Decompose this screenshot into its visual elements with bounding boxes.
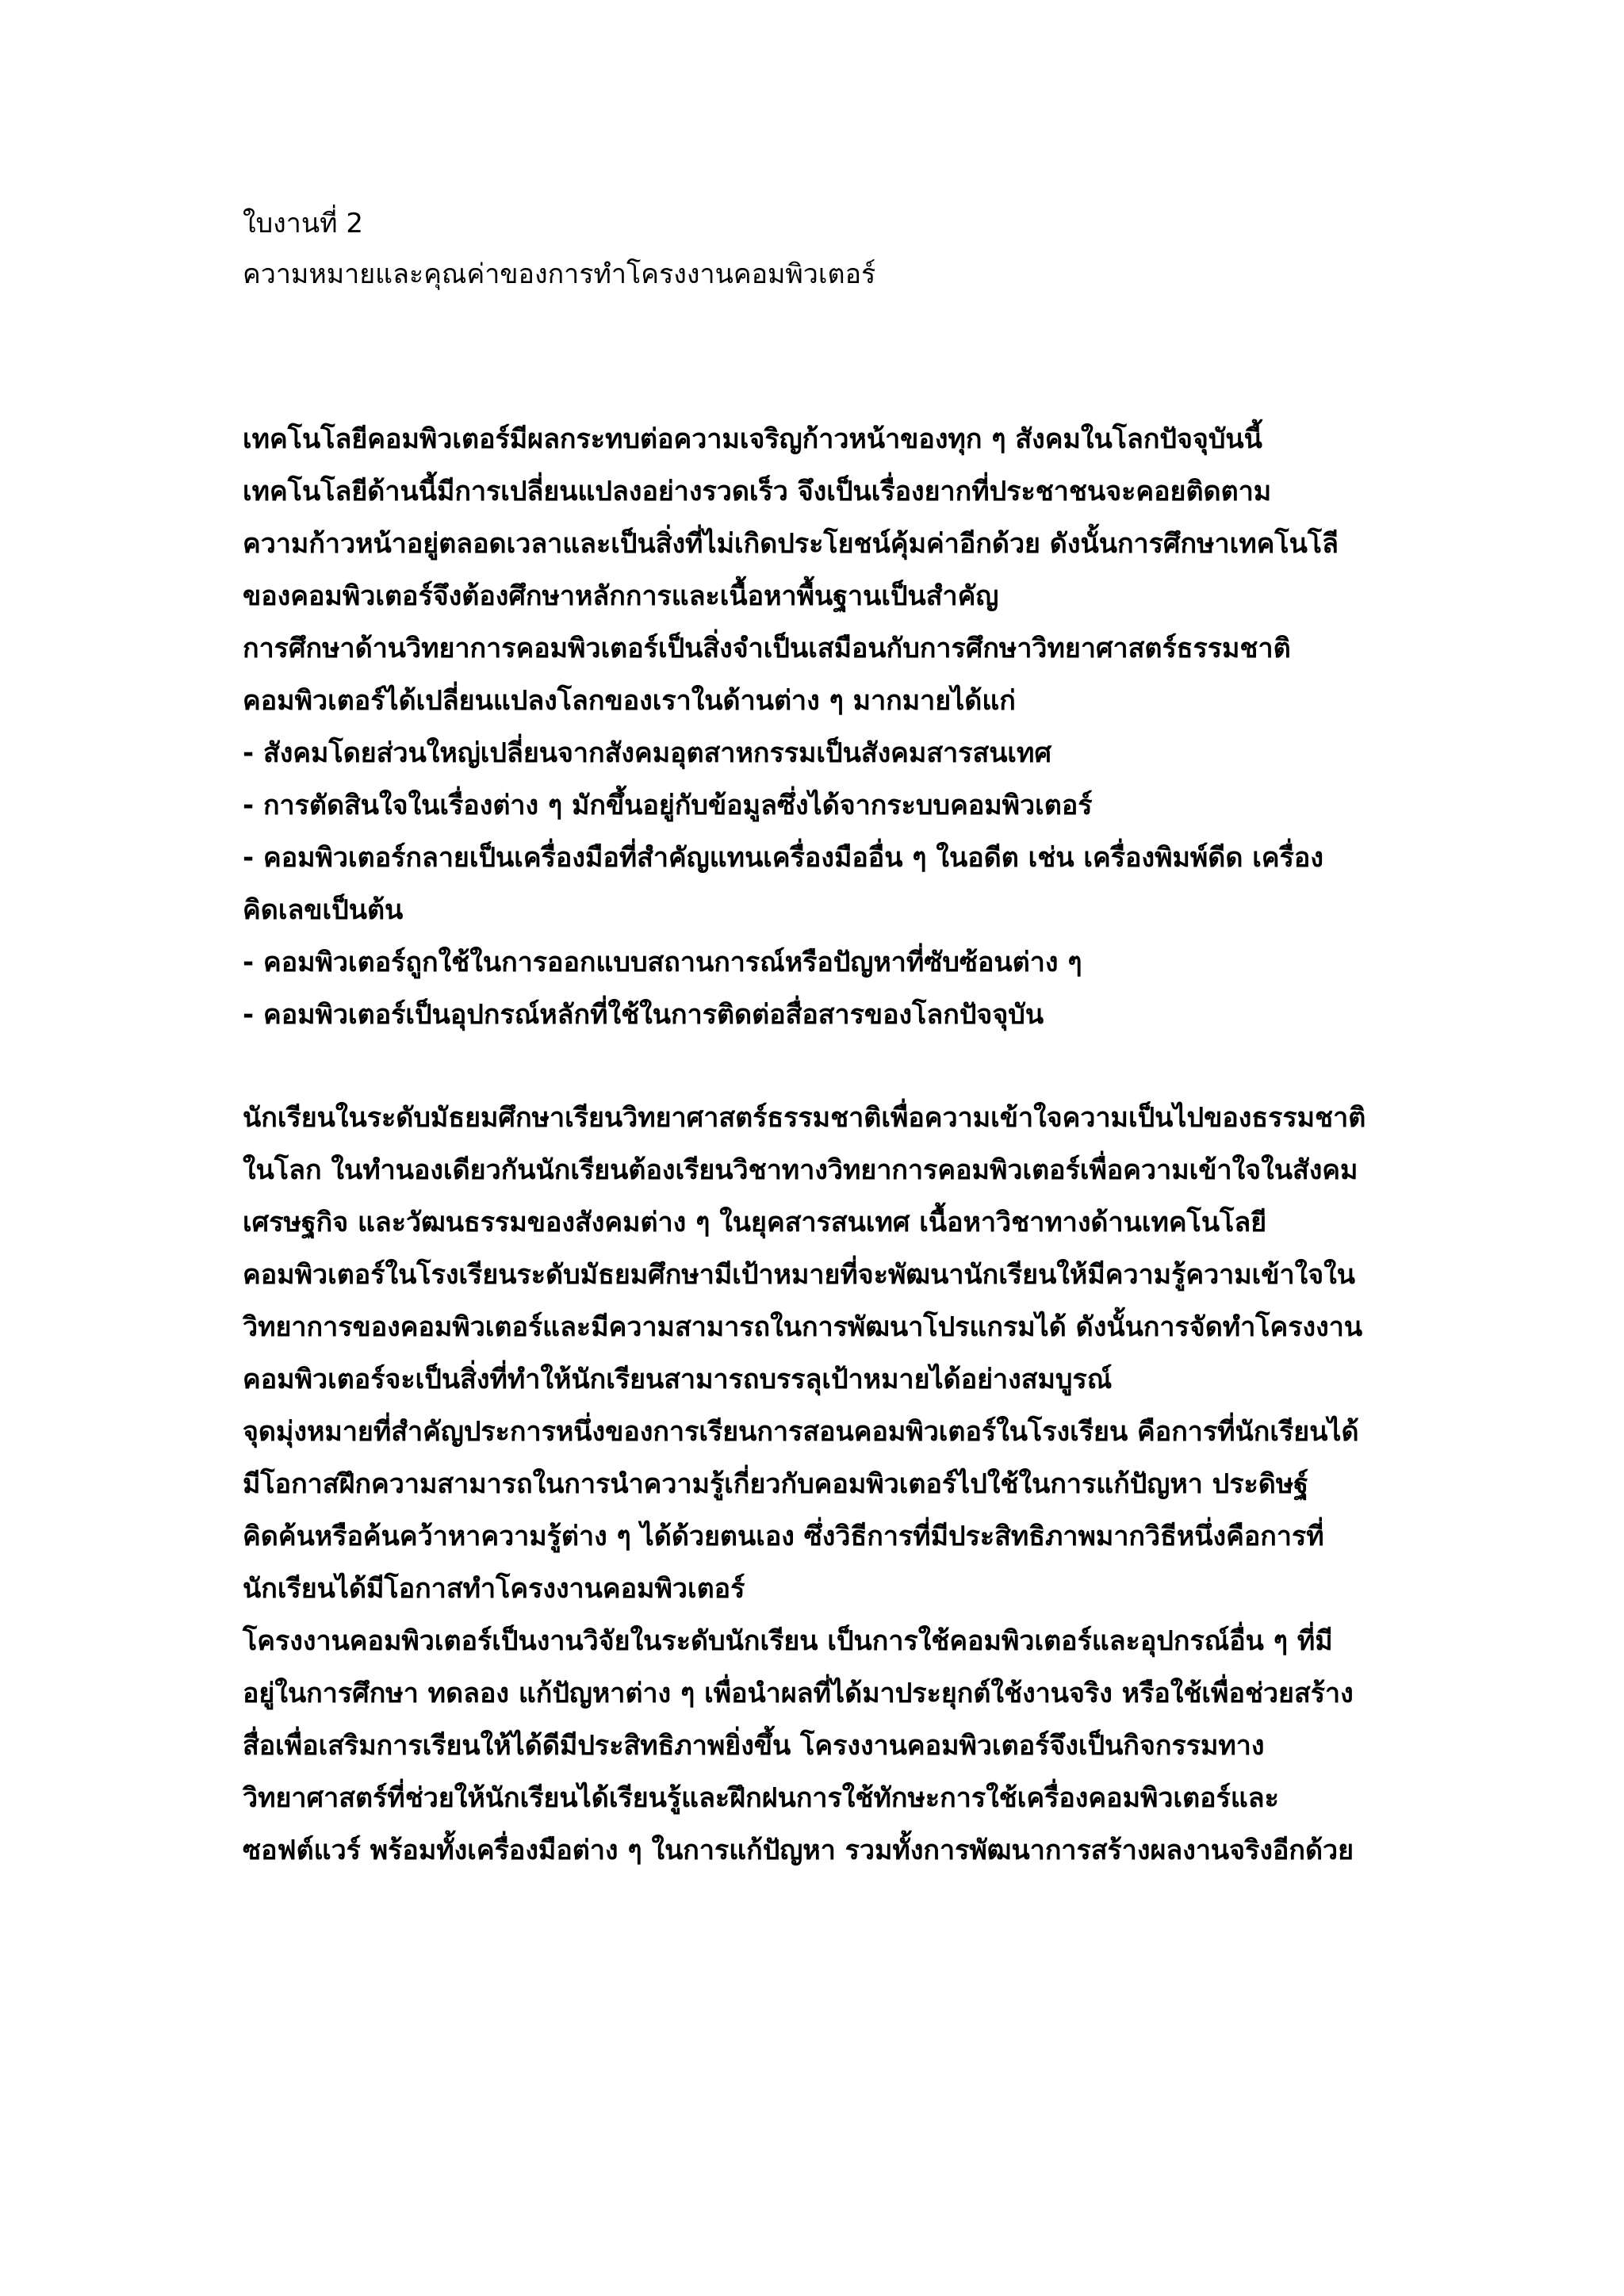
text-line: นักเรียนได้มีโอกาสทำโครงงานคอมพิวเตอร์	[243, 1573, 745, 1605]
list-item: - คอมพิวเตอร์เป็นอุปกรณ์หลักที่ใช้ในการติดต่อสื่อสารของโลกปัจจุบัน	[243, 999, 1044, 1031]
text-line: คิดค้นหรือค้นคว้าหาความรู้ต่าง ๆ ได้ด้วยตนเอง ซึ่งวิธีการที่มีประสิทธิภาพมากวิธีหนึ่งคือการที่	[243, 1521, 1324, 1552]
list-item: - คอมพิวเตอร์กลายเป็นเครื่องมือที่สำคัญแทนเครื่องมืออื่น ๆ ในอดีต เช่น เครื่องพิมพ์ดีด เครื่อง	[243, 842, 1323, 874]
text-line: คอมพิวเตอร์ในโรงเรียนระดับมัธยมศึกษามีเป้าหมายที่จะพัฒนานักเรียนให้มีความรู้ความเข้าใจใน	[243, 1259, 1355, 1291]
text-line: สื่อเพื่อเสริมการเรียนให้ได้ดีมีประสิทธิภาพยิ่งขึ้น โครงงานคอมพิวเตอร์จึงเป็นกิจกรรมทาง	[243, 1730, 1265, 1762]
text-line: ซอฟต์แวร์ พร้อมทั้งเครื่องมือต่าง ๆ ในการแก้ปัญหา รวมทั้งการพัฒนาการสร้างผลงานจริงอีกด้วย	[243, 1835, 1354, 1866]
text-line: จุดมุ่งหมายที่สำคัญประการหนึ่งของการเรียนการสอนคอมพิวเตอร์ในโรงเรียน คือการที่นักเรียนได้	[243, 1416, 1359, 1448]
text-line: การศึกษาด้านวิทยาการคอมพิวเตอร์เป็นสิ่งจำเป็นเสมือนกับการศึกษาวิทยาศาสตร์ธรรมชาติ	[243, 633, 1291, 664]
text-line: คอมพิวเตอร์จะเป็นสิ่งที่ทำให้นักเรียนสามารถบรรลุเป้าหมายได้อย่างสมบูรณ์	[243, 1364, 1113, 1395]
list-item: - สังคมโดยส่วนใหญ่เปลี่ยนจากสังคมอุตสาหกรรมเป็นสังคมสารสนเทศ	[243, 737, 1052, 769]
list-item: - การตัดสินใจในเรื่องต่าง ๆ มักขึ้นอยู่กับข้อมูลซึ่งได้จากระบบคอมพิวเตอร์	[243, 790, 1093, 821]
text-line: วิทยาการของคอมพิวเตอร์และมีความสามารถในการพัฒนาโปรแกรมได้ ดังนั้นการจัดทำโครงงาน	[243, 1311, 1363, 1343]
text-line: เทคโนโลยีด้านนี้มีการเปลี่ยนแปลงอย่างรวดเร็ว จึงเป็นเรื่องยากที่ประชาชนจะคอยติดตาม	[243, 476, 1272, 507]
list-item: - คอมพิวเตอร์ถูกใช้ในการออกแบบสถานการณ์หรือปัญหาที่ซับซ้อนต่าง ๆ	[243, 947, 1082, 978]
text-line: นักเรียนในระดับมัธยมศึกษาเรียนวิทยาศาสตร์ธรรมชาติเพื่อความเข้าใจความเป็นไปของธรรมชาติ	[243, 1102, 1366, 1134]
text-line: เศรษฐกิจ และวัฒนธรรมของสังคมต่าง ๆ ในยุคสารสนเทศ เนื้อหาวิชาทางด้านเทคโนโลยี	[243, 1207, 1267, 1238]
text-line: ความก้าวหน้าอยู่ตลอดเวลาและเป็นสิ่งที่ไม่เกิดประโยชน์คุ้มค่าอีกด้วย ดังนั้นการศึกษาเทคโนโลี	[243, 528, 1339, 560]
sheet-label: ใบงานที่ 2	[243, 208, 363, 239]
text-line: คิดเลขเป็นต้น	[243, 894, 404, 926]
text-line: มีโอกาสฝึกความสามารถในการนำความรู้เกี่ยวกับคอมพิวเตอร์ไปใช้ในการแก้ปัญหา ประดิษฐ์	[243, 1468, 1309, 1500]
text-line: โครงงานคอมพิวเตอร์เป็นงานวิจัยในระดับนักเรียน เป็นการใช้คอมพิวเตอร์และอุปกรณ์อื่น ๆ ที่มี	[243, 1625, 1333, 1657]
text-line: อยู่ในการศึกษา ทดลอง แก้ปัญหาต่าง ๆ เพื่อนำผลที่ได้มาประยุกต์ใช้งานจริง หรือใช้เพื่อช่วยสร้าง	[243, 1678, 1354, 1709]
text-line: วิทยาศาสตร์ที่ช่วยให้นักเรียนได้เรียนรู้และฝึกฝนการใช้ทักษะการใช้เครื่องคอมพิวเตอร์และ	[243, 1782, 1279, 1814]
page-title: ความหมายและคุณค่าของการทำโครงงานคอมพิวเตอร์	[243, 258, 876, 290]
text-line: เทคโนโลยีคอมพิวเตอร์มีผลกระทบต่อความเจริญก้าวหน้าของทุก ๆ สังคมในโลกปัจจุบันนี้	[243, 423, 1262, 455]
text-line: ของคอมพิวเตอร์จึงต้องศึกษาหลักการและเนื้อหาพื้นฐานเป็นสำคัญ	[243, 580, 999, 612]
text-line: ในโลก ในทำนองเดียวกันนักเรียนต้องเรียนวิชาทางวิทยาการคอมพิวเตอร์เพื่อความเข้าใจในสังคม	[243, 1154, 1358, 1186]
text-line: คอมพิวเตอร์ได้เปลี่ยนแปลงโลกของเราในด้านต่าง ๆ มากมายได้แก่	[243, 685, 1016, 717]
